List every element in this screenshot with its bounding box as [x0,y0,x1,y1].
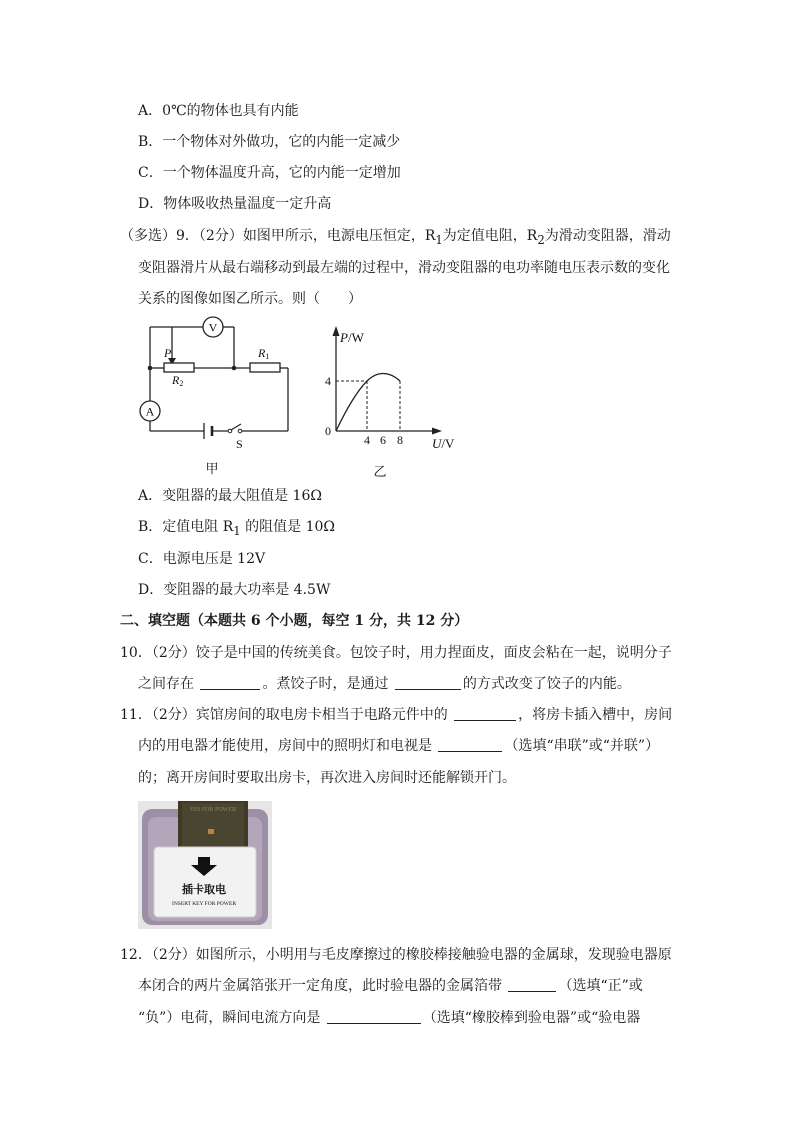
q8-option-d: D．物体吸收热量温度一定升高 [138,196,332,212]
q10-line2: 之间存在 。煮饺子时，是通过 的方式改变了饺子的内能。 [138,676,631,692]
r2-resistor [164,363,194,372]
graph-y-tick: 4 [325,374,331,388]
ammeter-label: A [145,404,155,419]
section-heading: 二、填空题（本题共 6 个小题，每空 1 分，共 12 分） [120,613,469,629]
q10-blank-1[interactable] [200,675,260,690]
q9-option-c: C．电源电压是 12V [138,551,266,567]
r2-label: R2 [172,373,184,388]
circuit-diagram [130,316,305,481]
q9-stem-line3: 关系的图像如图乙所示。则（ ） [138,291,362,307]
q11-line2: 内的用电器才能使用，房间中的照明灯和电视是 （选填“串联”或“并联”） [138,738,660,754]
q11-blank-2[interactable] [438,737,502,752]
r1-label: R1 [258,346,270,361]
graph-x-tick-6: 6 [380,433,386,447]
card-cn-label: 插卡取电 [182,884,226,896]
q8-option-a: A．0℃的物体也具有内能 [138,103,299,119]
q9-option-a: A．变阻器的最大阻值是 16Ω [138,488,322,504]
card-en-label: INSERT KEY FOR POWER [172,901,236,907]
q11-line3: 的；离开房间时要取出房卡，再次进入房间时还能解锁开门。 [138,770,516,786]
graph-x-tick-8: 8 [397,433,403,447]
power-curve [336,373,400,431]
q9-option-b: B．定值电阻 $R_1$ 的阻值是 10Ω [138,519,336,538]
figure-left-caption: 甲 [205,461,219,476]
q12-line1: 12．（2分）如图所示，小明用与毛皮摩擦过的橡胶棒接触验电器的金属球，发现验电器原 [120,947,672,963]
q11-line1: 11．（2分）宾馆房间的取电房卡相当于电路元件中的 ，将房卡插入槽中，房间 [120,707,673,723]
room-card-image [138,801,272,929]
graph-x-tick-4: 4 [364,433,370,447]
q9-option-d: D．变阻器的最大功率是 4.5W [138,582,331,598]
q12-blank-1[interactable] [508,977,556,992]
graph-origin: 0 [325,424,331,438]
slider-label: P [164,346,172,360]
power-voltage-graph [316,320,466,485]
q11-blank-1[interactable] [454,706,516,721]
voltmeter-label: V [208,320,218,335]
graph-ylabel: P/W [340,330,364,345]
q8-option-c: C．一个物体温度升高，它的内能一定增加 [138,165,401,181]
q9-stem-line2: 变阻器滑片从最右端移动到最左端的过程中，滑动变阻器的电功率随电压表示数的变化 [138,260,670,276]
q9-stem-line1: （多选）9．（2分）如图甲所示，电源电压恒定，$R_1$为定值电阻，$R_2$为滑动变阻器，滑动 [120,228,671,247]
r1-resistor [250,363,280,372]
figure-right-caption: 乙 [373,464,387,479]
q12-line2: 本闭合的两片金属箔张开一定角度，此时验电器的金属箔带 （选填“正”或 [138,978,643,994]
q12-line3: “负”）电荷，瞬间电流方向是 （选填“橡胶棒到验电器”或“验电器 [138,1010,641,1026]
q10-line1: 10．（2分）饺子是中国的传统美食。包饺子时，用力捏面皮，面皮会粘在一起，说明分子 [120,645,672,661]
switch-label: S [236,437,243,451]
q12-blank-2[interactable] [327,1009,421,1024]
q10-blank-2[interactable] [395,675,461,690]
card-top-text: ESS FOR POWER [189,807,237,813]
q8-option-b: B．一个物体对外做功，它的内能一定减少 [138,134,401,150]
graph-xlabel: U/V [432,436,455,451]
